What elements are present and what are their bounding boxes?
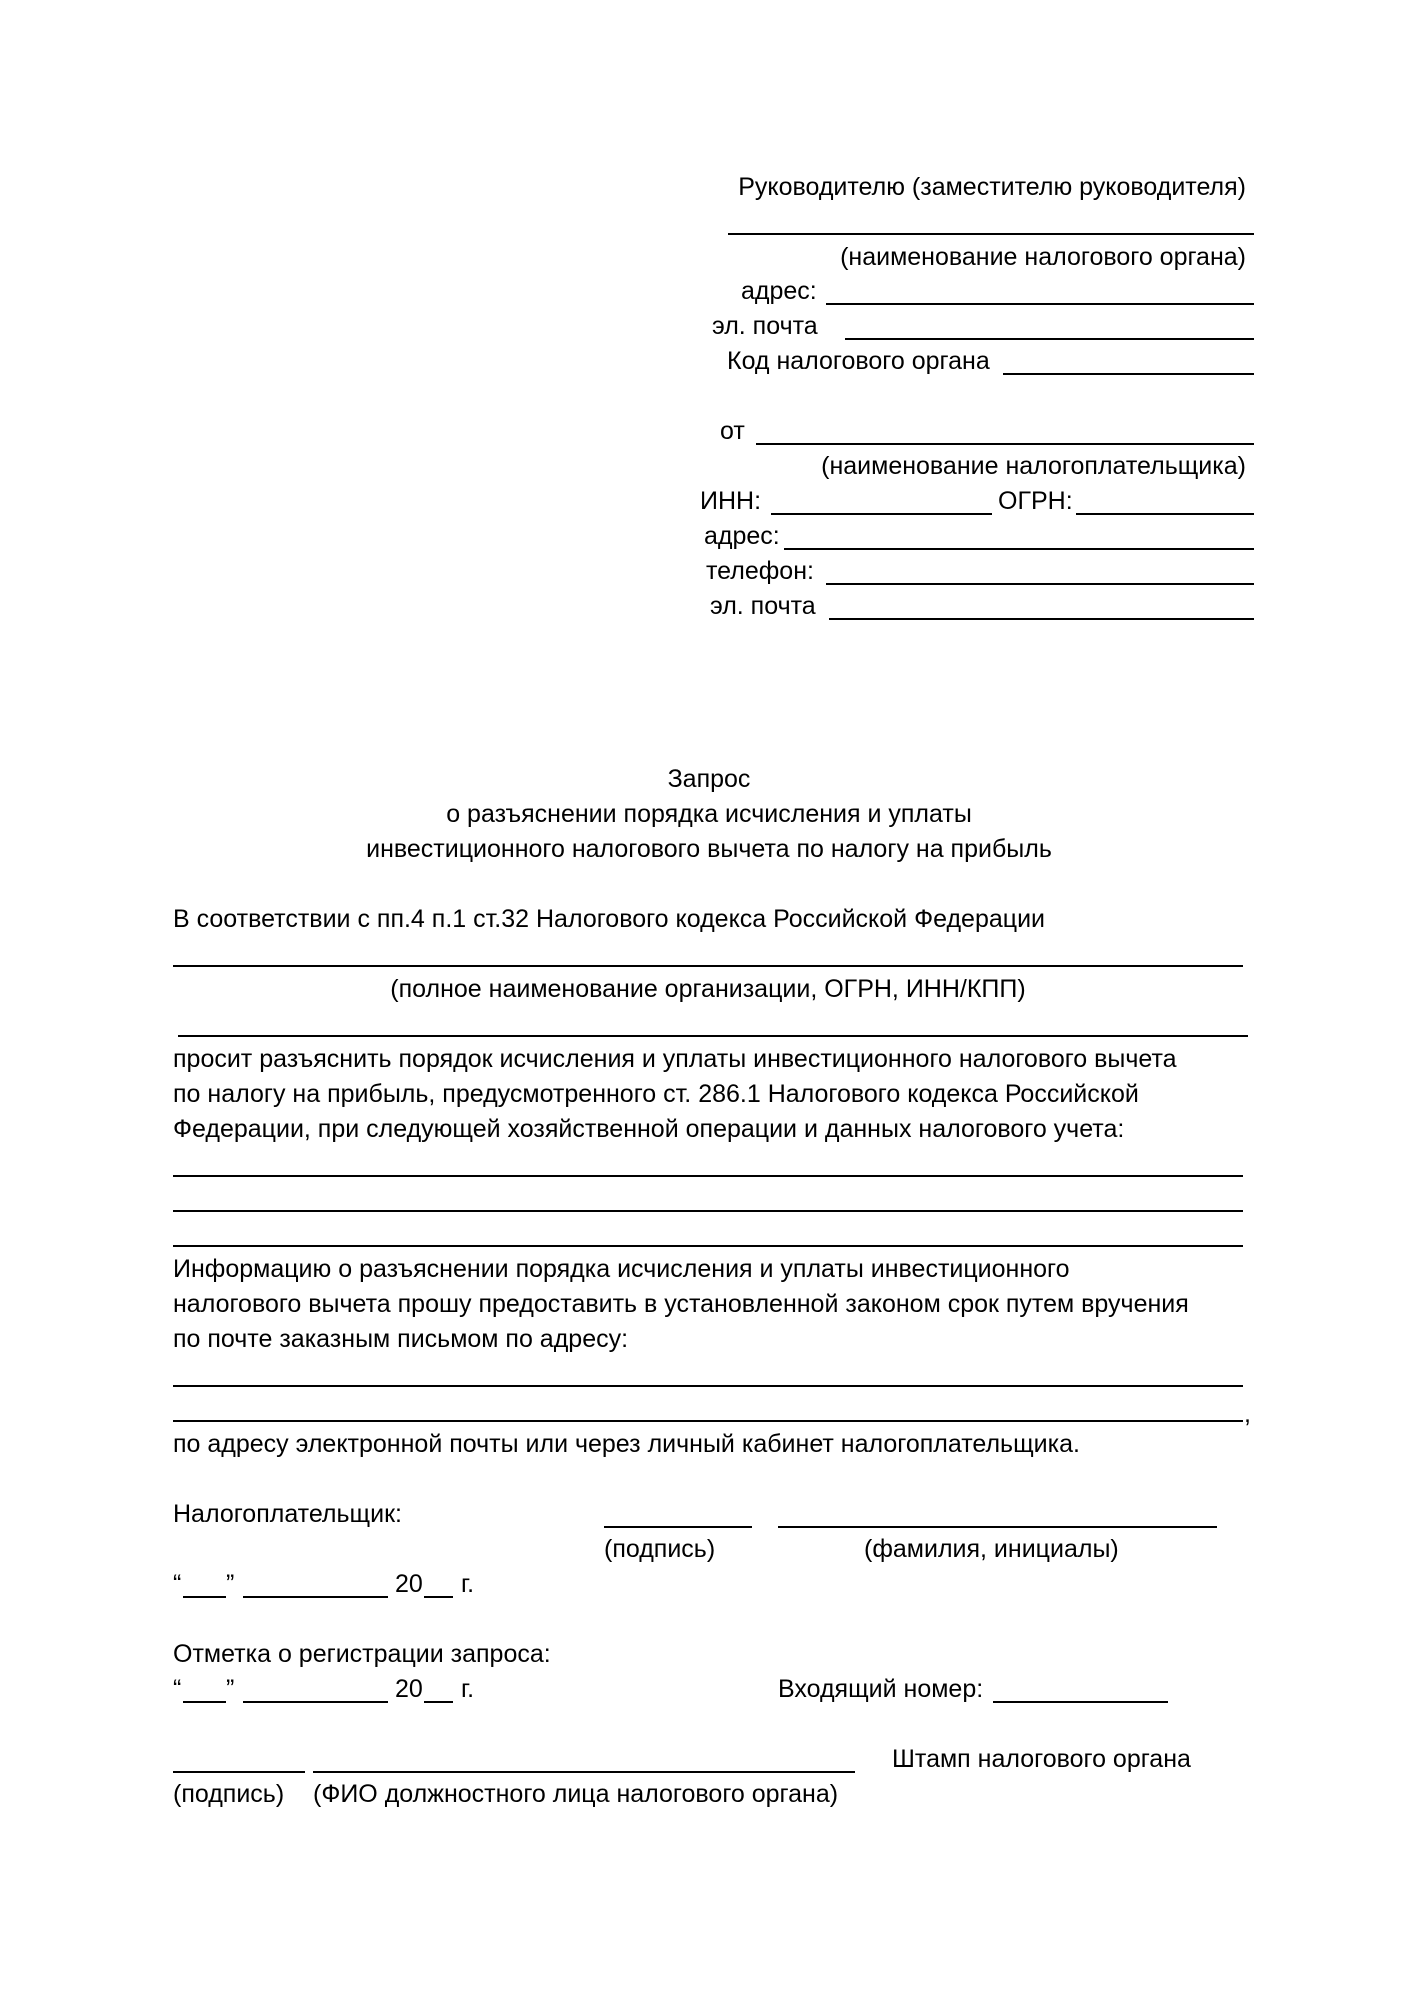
request-text-line-1: просит разъяснить порядок исчисления и уплаты инвестиционного налогового вычета: [173, 1045, 1177, 1073]
taxpayer-name-field[interactable]: [756, 443, 1254, 445]
official-signature-field[interactable]: [173, 1771, 305, 1773]
email-field[interactable]: [845, 338, 1254, 340]
incoming-number-field[interactable]: [993, 1701, 1168, 1703]
official-name-field[interactable]: [313, 1771, 855, 1773]
tax-code-label: Код налогового органа: [727, 347, 990, 375]
organization-field-2[interactable]: [178, 1035, 1248, 1037]
document-subtitle-line-2: инвестиционного налогового вычета по налогу на прибыль: [366, 835, 1052, 863]
comma: ,: [1244, 1400, 1251, 1428]
taxpayer-name-initials-field[interactable]: [778, 1526, 1217, 1528]
inn-label: ИНН:: [700, 487, 762, 515]
stamp-label: Штамп налогового органа: [892, 1745, 1191, 1773]
ogrn-field[interactable]: [1076, 513, 1254, 515]
operation-field-3[interactable]: [173, 1245, 1243, 1247]
request-text-line-2: по налогу на прибыль, предусмотренного ст. 286.1 Налогового кодекса Российской: [173, 1080, 1139, 1108]
date-year-suffix: г.: [461, 1570, 475, 1598]
date-day-field[interactable]: [183, 1596, 226, 1598]
ogrn-label: ОГРН:: [998, 487, 1073, 515]
intro-text: В соответствии с пп.4 п.1 ст.32 Налогового кодекса Российской Федерации: [173, 905, 1045, 933]
phone-label: телефон:: [706, 557, 814, 585]
phone-field[interactable]: [826, 583, 1254, 585]
taxpayer-address-field[interactable]: [784, 548, 1254, 550]
taxpayer-label: Налогоплательщик:: [173, 1500, 402, 1528]
address-field[interactable]: [826, 303, 1254, 305]
reg-date-year-field[interactable]: [424, 1701, 453, 1703]
info-text-line-2: налогового вычета прошу предоставить в установленной законом срок путем вручения: [173, 1290, 1189, 1318]
postal-address-field-1[interactable]: [173, 1385, 1243, 1387]
signature-caption: (подпись): [604, 1535, 716, 1563]
email-label: эл. почта: [712, 312, 818, 340]
date-close-quote: ”: [226, 1570, 235, 1598]
request-text-line-3: Федерации, при следующей хозяйственной операции и данных налогового учета:: [173, 1115, 1125, 1143]
date-year-field[interactable]: [424, 1596, 453, 1598]
email-option-text: по адресу электронной почты или через личный кабинет налогоплательщика.: [173, 1430, 1080, 1458]
document-subtitle-line-1: о разъяснении порядка исчисления и уплаты: [446, 800, 972, 828]
from-label: от: [720, 417, 745, 445]
taxpayer-address-label: адрес:: [704, 522, 780, 550]
incoming-number-label: Входящий номер:: [778, 1675, 984, 1703]
taxpayer-caption: (наименование налогоплательщика): [821, 452, 1246, 480]
reg-date-month-field[interactable]: [243, 1701, 388, 1703]
addressee-line: Руководителю (заместителю руководителя): [738, 173, 1246, 201]
address-label: адрес:: [741, 277, 817, 305]
tax-code-field[interactable]: [1003, 373, 1254, 375]
taxpayer-email-field[interactable]: [829, 618, 1254, 620]
info-text-line-3: по почте заказным письмом по адресу:: [173, 1325, 629, 1353]
reg-date-day-field[interactable]: [183, 1701, 226, 1703]
operation-field-2[interactable]: [173, 1210, 1243, 1212]
reg-date-open-quote: “: [173, 1675, 182, 1703]
reg-date-year-prefix: 20: [395, 1675, 423, 1703]
tax-authority-caption: (наименование налогового органа): [840, 243, 1246, 271]
official-signature-caption: (подпись): [173, 1780, 285, 1808]
document-title: Запрос: [667, 765, 751, 793]
reg-date-close-quote: ”: [226, 1675, 235, 1703]
name-initials-caption: (фамилия, инициалы): [864, 1535, 1119, 1563]
organization-field[interactable]: [173, 965, 1243, 967]
info-text-line-1: Информацию о разъяснении порядка исчисления и уплаты инвестиционного: [173, 1255, 1070, 1283]
taxpayer-signature-field[interactable]: [604, 1526, 752, 1528]
taxpayer-email-label: эл. почта: [710, 592, 816, 620]
organization-caption: (полное наименование организации, ОГРН, ИНН/КПП): [390, 975, 1026, 1003]
date-year-prefix: 20: [395, 1570, 423, 1598]
tax-authority-name-field[interactable]: [728, 233, 1254, 235]
date-month-field[interactable]: [243, 1596, 388, 1598]
operation-field-1[interactable]: [173, 1175, 1243, 1177]
postal-address-field-2[interactable]: [173, 1420, 1243, 1422]
registration-label: Отметка о регистрации запроса:: [173, 1640, 551, 1668]
inn-field[interactable]: [771, 513, 992, 515]
date-open-quote: “: [173, 1570, 182, 1598]
official-name-caption: (ФИО должностного лица налогового органа): [313, 1780, 839, 1808]
reg-date-year-suffix: г.: [461, 1675, 475, 1703]
